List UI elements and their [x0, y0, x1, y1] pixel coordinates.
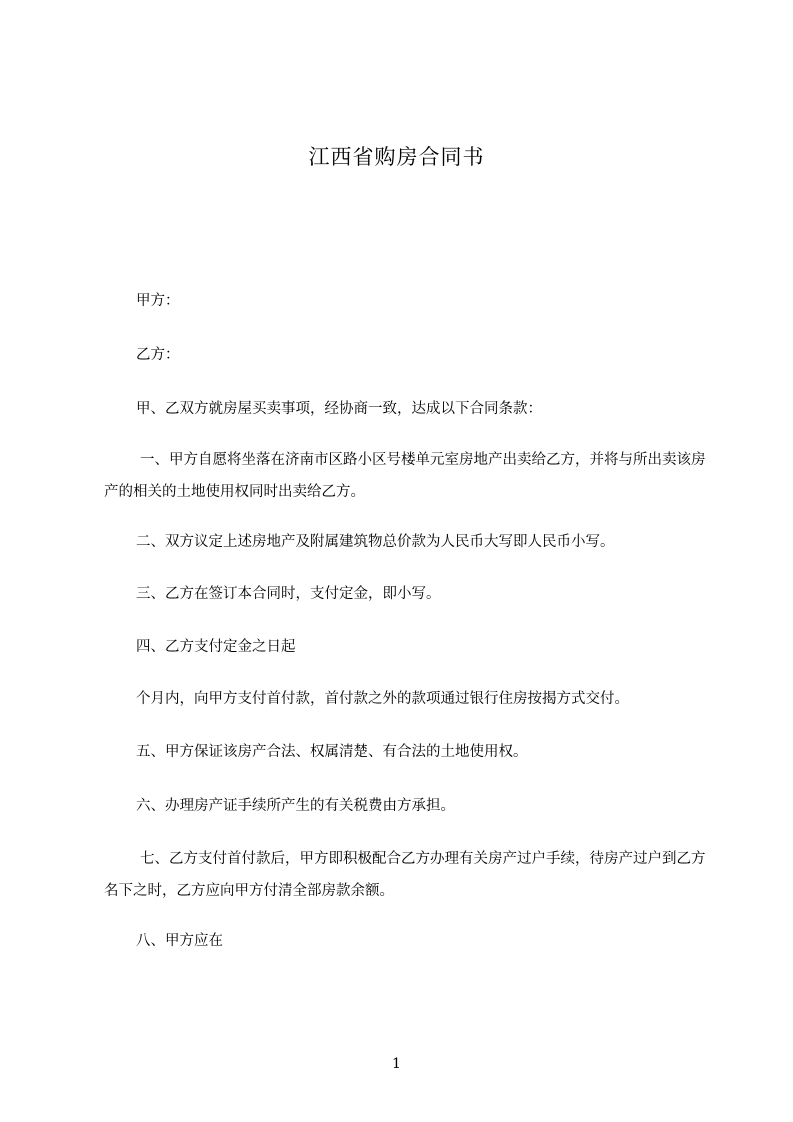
party-b-label: 乙方：: [136, 347, 180, 363]
clause-8: 八、甲方应在: [136, 933, 223, 949]
clause-3: 三、乙方在签订本合同时，支付定金，即小写。: [136, 586, 441, 602]
document-title: 江西省购房合同书: [308, 145, 485, 169]
party-a-label: 甲方：: [136, 293, 180, 309]
clause-2: 二、双方议定上述房地产及附属建筑物总价款为人民币大写即人民币小写。: [136, 534, 615, 550]
clause-1: 一、甲方自愿将坐落在济南市区路小区号楼单元室房地产出卖给乙方，并将与所出卖该房产的相关的土地使用权同时出卖给乙方。: [104, 452, 706, 500]
clause-4-continued: 个月内，向甲方支付首付款，首付款之外的款项通过银行住房按揭方式交付。: [136, 691, 629, 707]
contract-intro: 甲、乙双方就房屋买卖事项，经协商一致，达成以下合同条款：: [136, 401, 542, 417]
clause-7: 七、乙方支付首付款后，甲方即积极配合乙方办理有关房产过户手续，待房产过户到乙方名下之时，乙方应向甲方付清全部房款余额。: [104, 851, 706, 899]
clause-4: 四、乙方支付定金之日起: [136, 639, 296, 655]
clause-6: 六、办理房产证手续所产生的有关税费由方承担。: [136, 798, 455, 814]
clause-5: 五、甲方保证该房产合法、权属清楚、有合法的土地使用权。: [136, 744, 528, 760]
page-number: 1: [392, 1056, 401, 1072]
